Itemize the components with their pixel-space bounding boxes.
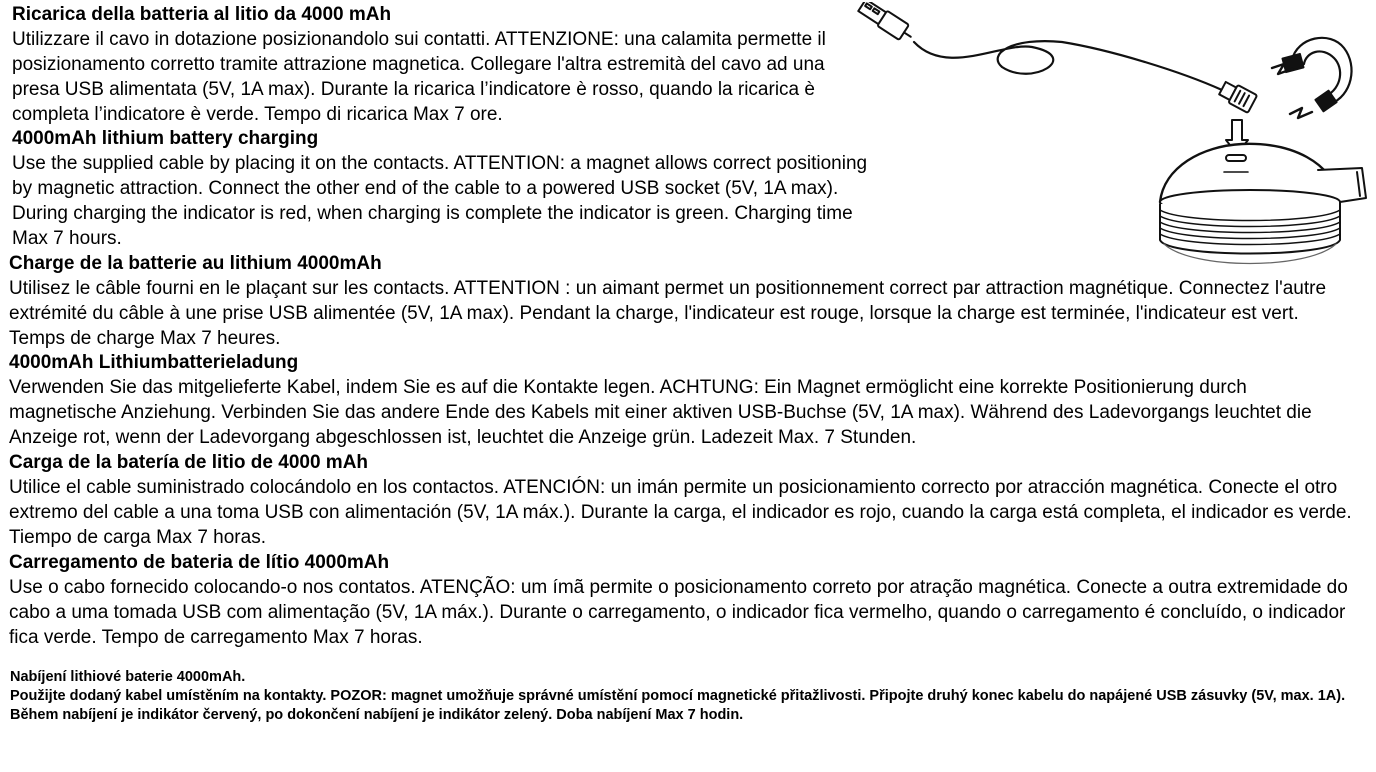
section-text-italian: Utilizzare il cavo in dotazione posizionandolo sui contatti. ATTENZIONE: una calamita permette il posizionamento corretto tramite attrazione magnetica. Collegare l'altra estremità del cavo ad una presa USB alimentata (5V, 1A max). Durante la ricarica l’indicatore è rosso, quando la ricarica è completa l’indicatore è verde. Tempo di ricarica Max 7 ore. xyxy=(12,29,826,125)
section-text-portuguese: Use o cabo fornecido colocando-o nos contatos. ATENÇÃO: um ímã permite o posicionamento correto por atração magnética. Conecte a outra extremidade do cabo a uma tomada USB com alimentação (5V, 1A máx.). Durante o carregamento, o indicador fica vermelho, quando o carregamento é concluído, o indicador fica verde. Tempo de carregamento Max 7 horas. xyxy=(9,577,1348,648)
section-text-english: Use the supplied cable by placing it on the contacts. ATTENTION: a magnet allows correct positioning by magnetic attraction. Connect the other end of the cable to a powered USB socket (5V, 1A max). During charging the indicator is red, when charging is complete the indicator is green. Charging time Max 7 hours. xyxy=(12,153,868,249)
section-title-french: Charge de la batterie au lithium 4000mAh xyxy=(9,253,382,274)
section-text-spanish: Utilice el cable suministrado colocándolo en los contactos. ATENCIÓN: un imán permite un posicionamiento correcto por atracción magnética. Conecte el otro extremo del cable a una toma USB con alimentación (5V, 1A máx.). Durante la carga, el indicador es rojo, cuando la carga está completa, el indicador es verde. Tiempo de carga Max 7 horas. xyxy=(9,477,1352,548)
section-text-french: Utilisez le câble fourni en le plaçant sur les contacts. ATTENTION : un aimant permet un positionnement correct par attraction magnétique. Connectez l'autre extrémité du câble à une prise USB alimentée (5V, 1A max). Pendant la charge, l'indicateur est rouge, lorsque la charge est terminée, l'indicateur est vert. Temps de charge Max 7 heures. xyxy=(9,278,1327,349)
section-italian xyxy=(12,2,872,127)
section-text-german: Verwenden Sie das mitgelieferte Kabel, indem Sie es auf die Kontakte legen. ACHTUNG: Ein Magnet ermöglicht eine korrekte Positionierung durch magnetische Anziehung. Verbinden Sie das andere Ende des Kabels mit einer aktiven USB-Buchse (5V, 1A max). Während des Ladevorgangs leuchtet die Anzeige rot, wenn der Ladevorgang abgeschlossen ist, leuchtet die Anzeige grün. Ladezeit Max. 7 Stunden. xyxy=(9,377,1312,448)
section-spanish xyxy=(9,450,1359,550)
section-title-german: 4000mAh Lithiumbatterieladung xyxy=(9,352,299,373)
section-title-italian: Ricarica della batteria al litio da 4000 mAh xyxy=(12,4,392,25)
section-title-czech: Nabíjení lithiové baterie 4000mAh. xyxy=(10,669,246,685)
section-czech xyxy=(10,668,1350,725)
section-german xyxy=(9,350,1359,450)
section-text-czech: Použijte dodaný kabel umístěním na kontakty. POZOR: magnet umožňuje správné umístění pomocí magnetické přitažlivosti. Připojte druhý konec kabelu do napájené USB zásuvky (5V, max. 1A). Během nabíjení je indikátor červený, po dokončení nabíjení je indikátor zelený. Doba nabíjení Max 7 hodin. xyxy=(10,688,1346,723)
section-title-portuguese: Carregamento de bateria de lítio 4000mAh xyxy=(9,552,390,573)
usb-magnetic-charging-cable-and-lamp-icon xyxy=(852,2,1372,270)
section-english xyxy=(12,126,872,251)
section-title-english: 4000mAh lithium battery charging xyxy=(12,128,319,149)
section-portuguese xyxy=(9,550,1359,650)
section-title-spanish: Carga de la batería de litio de 4000 mAh xyxy=(9,452,369,473)
